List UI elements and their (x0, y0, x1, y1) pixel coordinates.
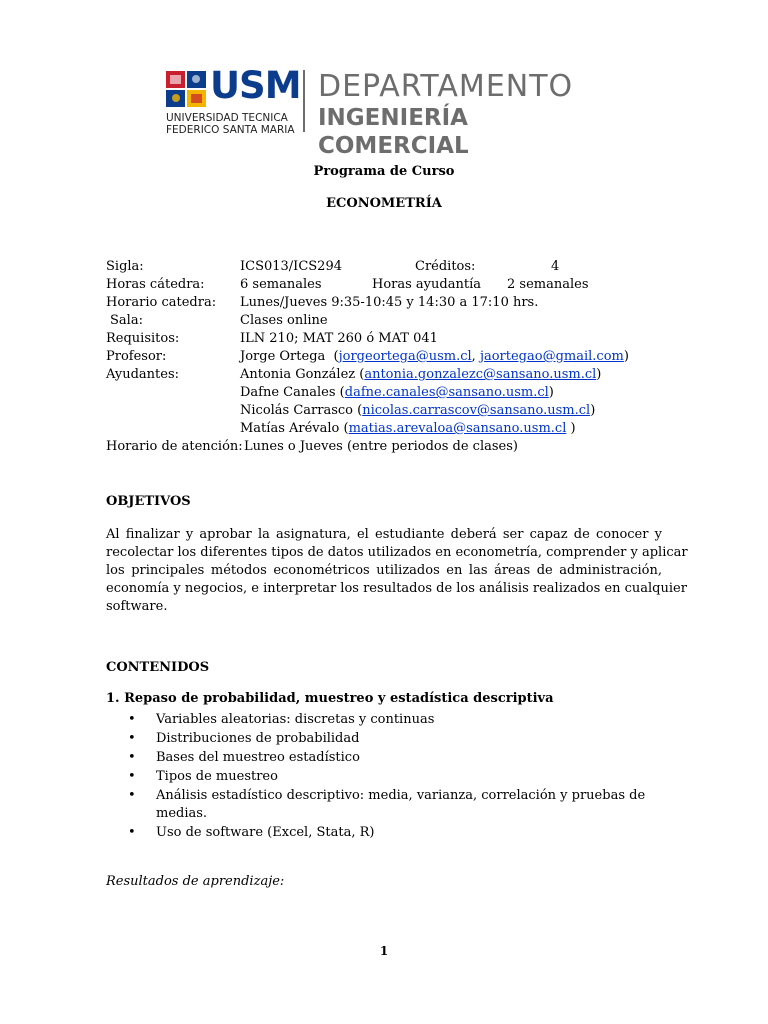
profesor-email-link-2[interactable]: jaortegao@gmail.com (479, 349, 624, 364)
logo-divider (303, 70, 305, 132)
usm-logo-text: USM (210, 64, 301, 107)
paragraph-line: los principales métodos econométricos utilizados en las áreas de administración, (106, 563, 662, 578)
bullet-icon: • (128, 788, 136, 803)
university-name-line1: UNIVERSIDAD TECNICA (166, 112, 288, 124)
sigla-value: ICS013/ICS294 (240, 259, 342, 274)
bullet-icon: • (128, 731, 136, 746)
info-row-ayudante-4 (0, 420, 768, 438)
objetivos-heading: OBJETIVOS (106, 494, 191, 509)
info-row-sala (0, 312, 768, 330)
ayudante-entry: Nicolás Carrasco (nicolas.carrascov@sansano.usm.cl) (240, 403, 596, 418)
list-item-text: Distribuciones de probabilidad (156, 731, 360, 746)
objetivos-paragraph (106, 526, 688, 616)
sala-label: Sala: (110, 313, 143, 328)
profesor-entry: Jorge Ortega (jorgeortega@usm.cl, jaortegao@gmail.com) (240, 349, 629, 364)
ayudantes-label: Ayudantes: (106, 367, 179, 382)
unit-1-title: 1. Repaso de probabilidad, muestreo y estadística descriptiva (106, 691, 554, 706)
info-row-profesor (0, 348, 768, 366)
list-item-text: Uso de software (Excel, Stata, R) (156, 825, 375, 840)
course-name: ECONOMETRÍA (326, 196, 442, 211)
profesor-name: Jorge Ortega (240, 349, 326, 364)
requisitos-label: Requisitos: (106, 331, 180, 346)
horario-catedra-value: Lunes/Jueves 9:35-10:45 y 14:30 a 17:10 hrs. (240, 295, 539, 310)
ayudante-name: Dafne Canales (240, 385, 336, 400)
bullet-icon: • (128, 825, 136, 840)
ayudante-email-link[interactable]: nicolas.carrascov@sansano.usm.cl (362, 403, 591, 418)
department-name: INGENIERÍA COMERCIAL (318, 105, 469, 159)
ayudante-email-link[interactable]: dafne.canales@sansano.usm.cl (344, 385, 549, 400)
info-row-horario (0, 294, 768, 312)
program-title: Programa de Curso (313, 164, 455, 179)
university-crest-icon (166, 71, 206, 107)
horario-catedra-label: Horario catedra: (106, 295, 217, 310)
bullet-icon: • (128, 750, 136, 765)
ayudante-name: Nicolás Carrasco (240, 403, 354, 418)
ayudante-entry: Antonia González (antonia.gonzalezc@sansano.usm.cl) (240, 367, 602, 382)
creditos-value: 4 (551, 259, 560, 274)
paragraph-line: economía y negocios, e interpretar los resultados de los análisis realizados en cualquier (106, 581, 687, 596)
info-row-horas (0, 276, 768, 294)
horas-ayudantia-value: 2 semanales (507, 277, 589, 292)
atencion-value: Lunes o Jueves (entre periodos de clases) (244, 439, 518, 454)
requisitos-value: ILN 210; MAT 260 ó MAT 041 (240, 331, 438, 346)
ayudante-name: Matías Arévalo (240, 421, 340, 436)
profesor-email-link-1[interactable]: jorgeortega@usm.cl (338, 349, 472, 364)
bullet-icon: • (128, 769, 136, 784)
bullet-icon: • (128, 712, 136, 727)
list-item-text-continued: medias. (156, 806, 208, 821)
paragraph-line: software. (106, 599, 168, 614)
university-name-line2: FEDERICO SANTA MARIA (166, 124, 295, 136)
list-item-text: Análisis estadístico descriptivo: media, varianza, correlación y pruebas de (156, 788, 646, 803)
horas-ayudantia-label: Horas ayudantía (372, 277, 481, 292)
horas-catedra-value: 6 semanales (240, 277, 322, 292)
ayudante-email-link[interactable]: antonia.gonzalezc@sansano.usm.cl (364, 367, 597, 382)
info-row-sigla (0, 258, 768, 276)
sigla-label: Sigla: (106, 259, 144, 274)
contenidos-heading: CONTENIDOS (106, 660, 210, 675)
atencion-label: Horario de atención: (106, 439, 243, 454)
creditos-label: Créditos: (415, 259, 476, 274)
info-row-ayudante-2 (0, 384, 768, 402)
list-item-text: Variables aleatorias: discretas y continuas (156, 712, 435, 727)
info-row-ayudante-3 (0, 402, 768, 420)
info-row-atencion (0, 438, 768, 456)
ayudante-email-link[interactable]: matias.arevaloa@sansano.usm.cl (348, 421, 567, 436)
paragraph-line: Al finalizar y aprobar la asignatura, el estudiante deberá ser capaz de conocer y (106, 527, 662, 542)
ayudante-entry: Matías Arévalo (matias.arevaloa@sansano.usm.cl ) (240, 421, 576, 436)
sala-value: Clases online (240, 313, 328, 328)
horas-catedra-label: Horas cátedra: (106, 277, 205, 292)
paragraph-line: recolectar los diferentes tipos de datos utilizados en econometría, comprender y aplicar (106, 545, 688, 560)
info-row-ayudantes (0, 366, 768, 384)
info-row-requisitos (0, 330, 768, 348)
usm-department-logo (166, 64, 606, 159)
ayudante-name: Antonia González (240, 367, 356, 382)
list-item-text: Bases del muestreo estadístico (156, 750, 360, 765)
list-item-text: Tipos de muestreo (156, 769, 278, 784)
profesor-label: Profesor: (106, 349, 167, 364)
ayudante-entry: Dafne Canales (dafne.canales@sansano.usm.cl) (240, 385, 554, 400)
page-number: 1 (379, 944, 389, 958)
department-label: DEPARTAMENTO (318, 69, 574, 104)
resultados-label: Resultados de aprendizaje: (106, 874, 285, 889)
